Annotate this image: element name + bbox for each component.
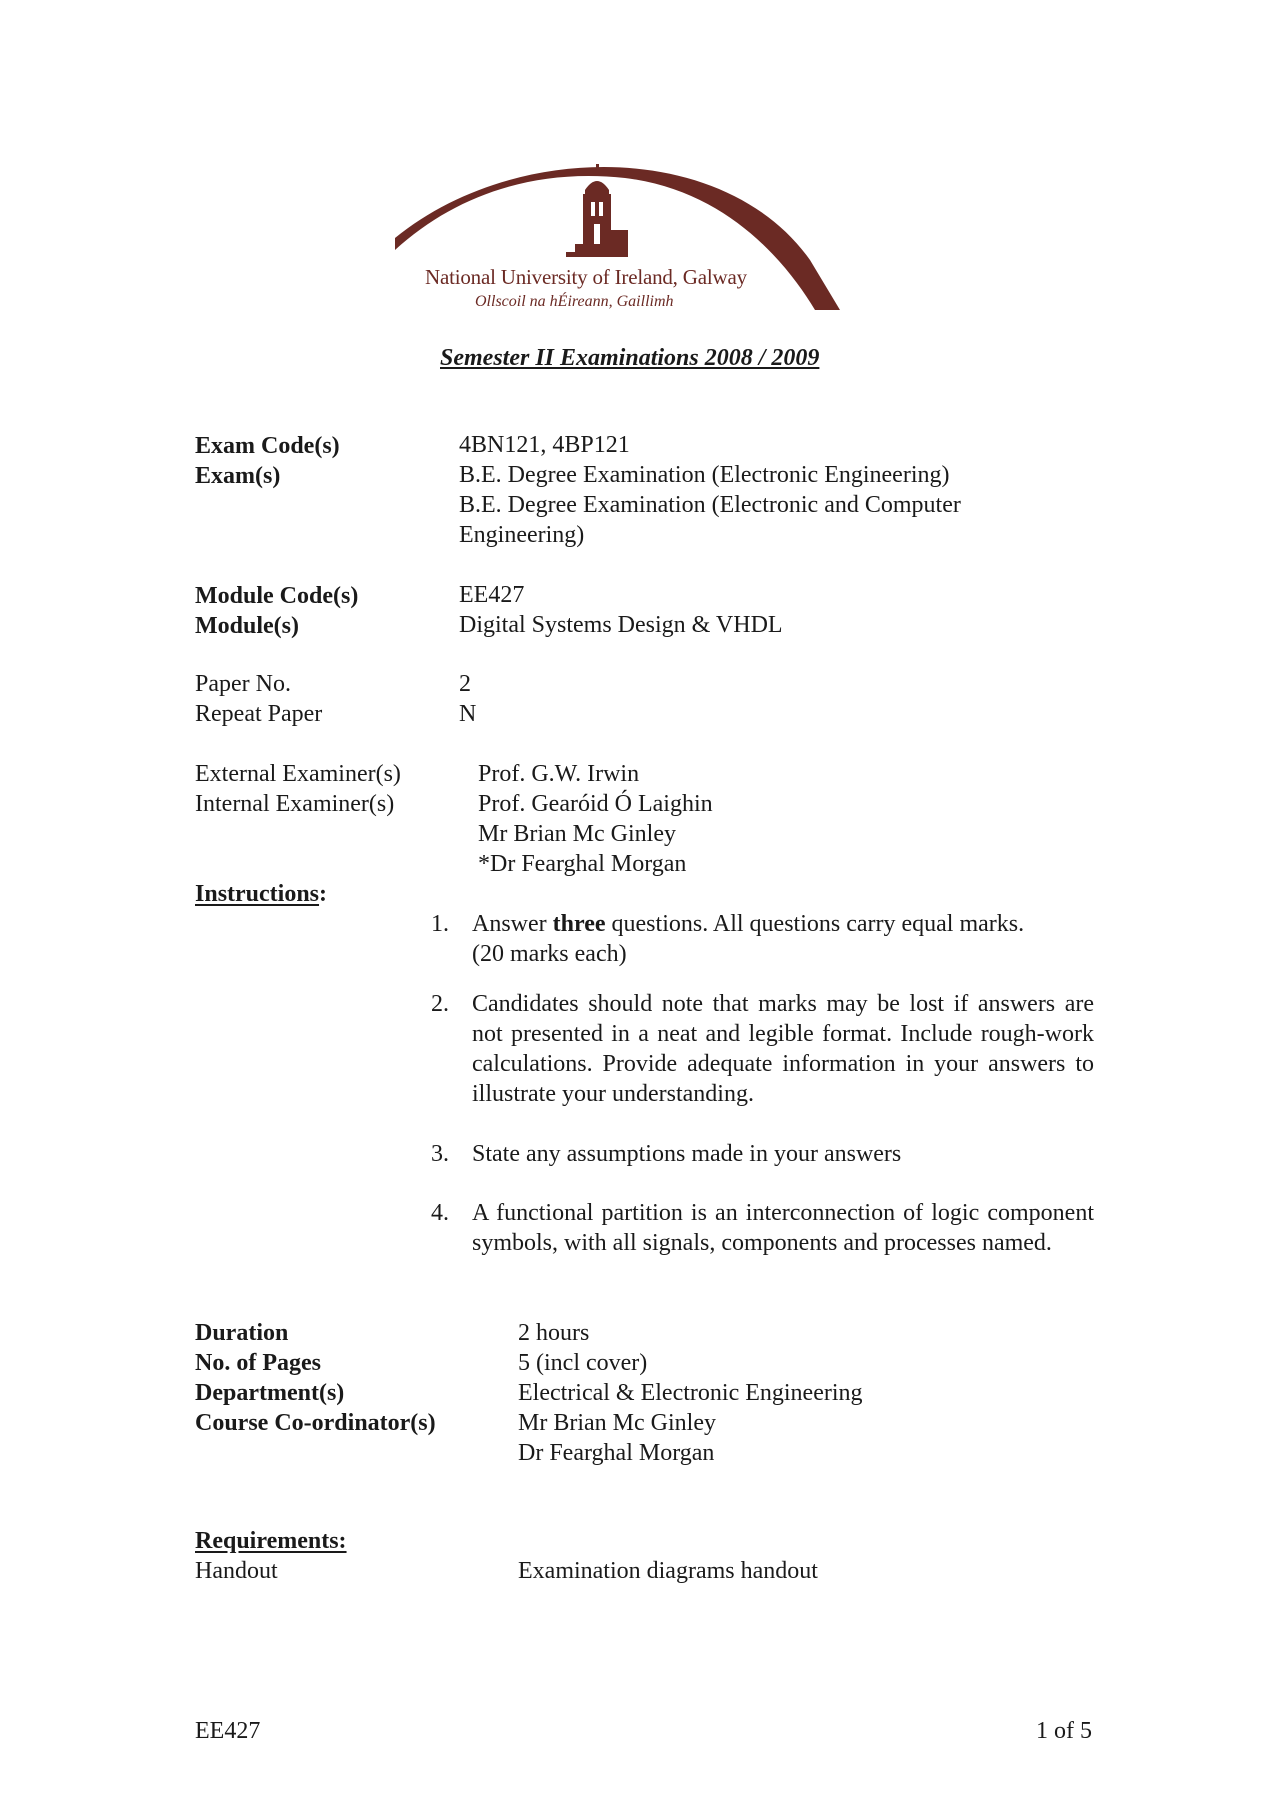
logo-name-irish: Ollscoil na hÉireann, Gaillimh — [475, 293, 674, 310]
department-label: Department(s) — [195, 1380, 345, 1406]
internal-examiner-2: Mr Brian Mc Ginley — [478, 821, 676, 847]
modules-label: Module(s) — [195, 613, 299, 639]
instruction-item-2: Candidates should note that marks may be lost if answers are not presented in a neat and legible format. Include rough-work calculations. Provide adequate information in your answers to illustrate your understanding. — [472, 991, 1094, 1107]
instruction-number: 1. — [431, 911, 449, 937]
pages-value: 5 (incl cover) — [518, 1350, 648, 1376]
internal-examiner-3: *Dr Fearghal Morgan — [478, 851, 687, 877]
module-codes-label: Module Code(s) — [195, 583, 359, 609]
coordinator-2: Dr Fearghal Morgan — [518, 1440, 715, 1466]
external-examiner-1: Prof. G.W. Irwin — [478, 761, 640, 787]
duration-label: Duration — [195, 1320, 289, 1346]
coordinators-label: Course Co-ordinator(s) — [195, 1410, 436, 1436]
internal-examiners-label: Internal Examiner(s) — [195, 791, 395, 817]
paper-no-value: 2 — [459, 671, 471, 697]
instruction-item-3: State any assumptions made in your answers — [472, 1141, 902, 1167]
repeat-paper-label: Repeat Paper — [195, 701, 323, 727]
exams-value-2b: Engineering) — [459, 522, 585, 548]
exams-value-1: B.E. Degree Examination (Electronic Engineering) — [459, 462, 950, 488]
handout-label: Handout — [195, 1558, 278, 1584]
requirements-heading: Requirements: — [195, 1528, 347, 1554]
instruction-number: 3. — [431, 1141, 449, 1167]
exam-codes-label: Exam Code(s) — [195, 433, 340, 459]
module-codes-value: EE427 — [459, 582, 525, 608]
instruction-number: 4. — [431, 1200, 449, 1226]
footer-module-code: EE427 — [195, 1718, 261, 1744]
exam-codes-value: 4BN121, 4BP121 — [459, 432, 630, 458]
modules-value: Digital Systems Design & VHDL — [459, 612, 783, 638]
instructions-heading: Instructions: — [195, 881, 328, 907]
page-title: Semester II Examinations 2008 / 2009 — [440, 345, 820, 371]
handout-value: Examination diagrams handout — [518, 1558, 818, 1584]
instruction-number: 2. — [431, 991, 449, 1017]
instruction-item-1: Answer three questions. All questions carry equal marks. (20 marks each) — [472, 911, 1025, 967]
internal-examiner-1: Prof. Gearóid Ó Laighin — [478, 791, 713, 817]
pages-label: No. of Pages — [195, 1350, 321, 1376]
repeat-paper-value: N — [459, 701, 477, 727]
duration-value: 2 hours — [518, 1320, 590, 1346]
university-logo — [395, 150, 890, 315]
external-examiners-label: External Examiner(s) — [195, 761, 401, 787]
instruction-item-4: A functional partition is an interconnection of logic component symbols, with all signals, components and processes named. — [472, 1200, 1094, 1256]
footer-page-number: 1 of 5 — [1036, 1718, 1092, 1744]
logo-name-english: National University of Ireland, Galway — [425, 265, 747, 289]
exams-value-2a: B.E. Degree Examination (Electronic and Computer — [459, 492, 961, 518]
coordinator-1: Mr Brian Mc Ginley — [518, 1410, 716, 1436]
department-value: Electrical & Electronic Engineering — [518, 1380, 863, 1406]
paper-no-label: Paper No. — [195, 671, 291, 697]
exams-label: Exam(s) — [195, 463, 281, 489]
